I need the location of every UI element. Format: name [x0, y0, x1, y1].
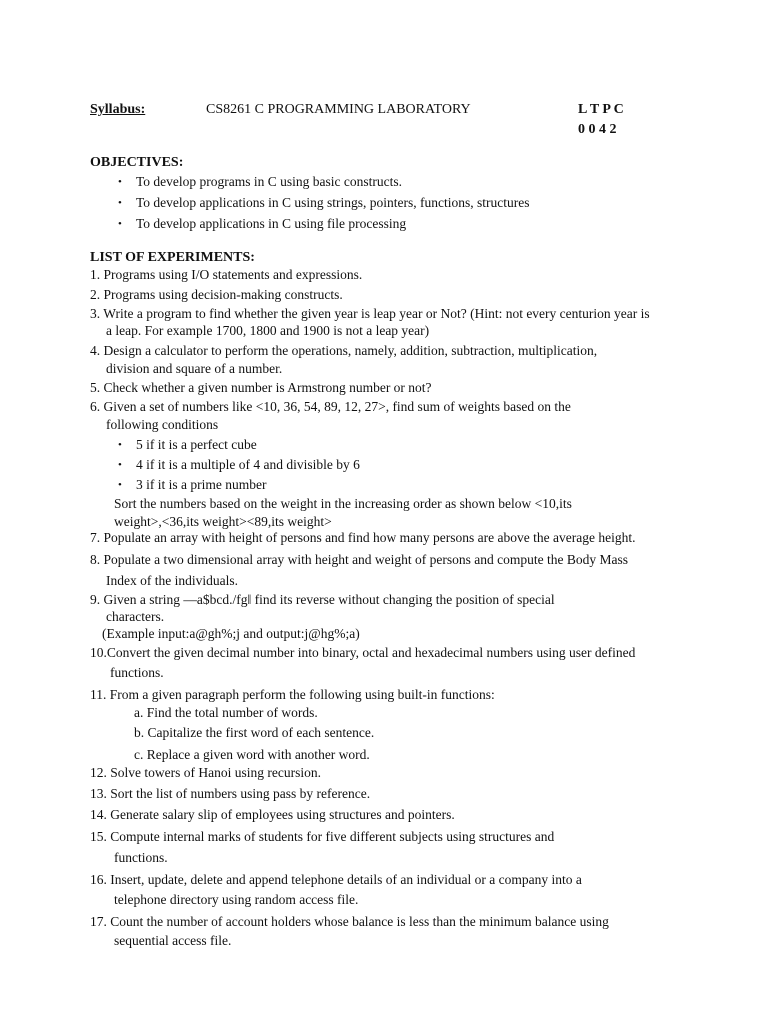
experiment-line: 11. From a given paragraph perform the following using built-in functions: [90, 687, 495, 702]
experiment-line: b. Capitalize the first word of each sentence. [134, 725, 375, 740]
experiment-line: sequential access file. [114, 933, 232, 948]
experiment-line: 4. Design a calculator to perform the operations, namely, addition, subtraction, multiplication, [90, 343, 598, 358]
experiment-line: division and square of a number. [106, 361, 283, 376]
experiment-line: weight>,<36,its weight><89,its weight> [114, 514, 332, 529]
bullet-icon: • [118, 218, 122, 230]
experiment-line: 5 if it is a perfect cube [136, 437, 257, 452]
course-title: CS8261 C PROGRAMMING LABORATORY [206, 102, 471, 117]
experiment-line: 8. Populate a two dimensional array with height and weight of persons and compute the Body Mass [90, 552, 629, 567]
experiment-line: 5. Check whether a given number is Armstrong number or not? [90, 380, 432, 395]
experiment-line: following conditions [106, 417, 219, 432]
experiment-line: 17. Count the number of account holders whose balance is less than the minimum balance using [90, 914, 609, 929]
bullet-icon: • [118, 197, 122, 209]
bullet-icon: • [118, 176, 122, 188]
experiment-line: 13. Sort the list of numbers using pass by reference. [90, 786, 371, 801]
ltpc-values: 0 0 4 2 [578, 122, 617, 137]
experiment-line: 3 if it is a prime number [136, 477, 267, 492]
experiment-line: c. Replace a given word with another word. [134, 747, 370, 762]
experiment-line: 4 if it is a multiple of 4 and divisible by 6 [136, 457, 360, 472]
experiment-line: telephone directory using random access file. [114, 892, 359, 907]
experiment-line: Index of the individuals. [106, 573, 238, 588]
experiment-line: 14. Generate salary slip of employees using structures and pointers. [90, 807, 455, 822]
experiment-line: 1. Programs using I/O statements and expressions. [90, 267, 363, 282]
bullet-icon: • [118, 439, 122, 451]
objective-item: To develop programs in C using basic constructs. [136, 174, 403, 189]
experiment-line: 16. Insert, update, delete and append telephone details of an individual or a company into a [90, 872, 582, 887]
experiment-line: a. Find the total number of words. [134, 705, 318, 720]
experiment-line: 12. Solve towers of Hanoi using recursion. [90, 765, 321, 780]
experiment-line: 9. Given a string ―a$bcd./fg‖ find its reverse without changing the position of special [90, 592, 555, 607]
syllabus-label: Syllabus: [90, 102, 146, 117]
experiment-line: characters. [106, 609, 165, 624]
bullet-icon: • [118, 459, 122, 471]
experiment-line: 10.Convert the given decimal number into binary, octal and hexadecimal numbers using user defined [90, 645, 636, 660]
experiment-line: 2. Programs using decision-making constructs. [90, 287, 343, 302]
experiment-line: 3. Write a program to find whether the given year is leap year or Not? (Hint: not every centurion year is [90, 306, 650, 321]
bullet-icon: • [118, 479, 122, 491]
experiment-line: functions. [110, 665, 164, 680]
objectives-heading: OBJECTIVES: [90, 155, 184, 170]
experiment-line: functions. [114, 850, 168, 865]
experiment-line: a leap. For example 1700, 1800 and 1900 is not a leap year) [106, 323, 430, 338]
experiment-line: 15. Compute internal marks of students for five different subjects using structures and [90, 829, 555, 844]
experiment-line: Sort the numbers based on the weight in the increasing order as shown below <10,its [114, 496, 572, 511]
objective-item: To develop applications in C using file processing [136, 216, 407, 231]
experiment-line: 7. Populate an array with height of persons and find how many persons are above the average height. [90, 530, 636, 545]
experiment-line: 6. Given a set of numbers like <10, 36, 54, 89, 12, 27>, find sum of weights based on the [90, 399, 571, 414]
experiment-line: (Example input:a@gh%;j and output:j@hg%;a) [102, 626, 360, 641]
ltpc-label: L T P C [578, 102, 624, 117]
objective-item: To develop applications in C using strings, pointers, functions, structures [136, 195, 530, 210]
experiments-heading: LIST OF EXPERIMENTS: [90, 250, 255, 265]
